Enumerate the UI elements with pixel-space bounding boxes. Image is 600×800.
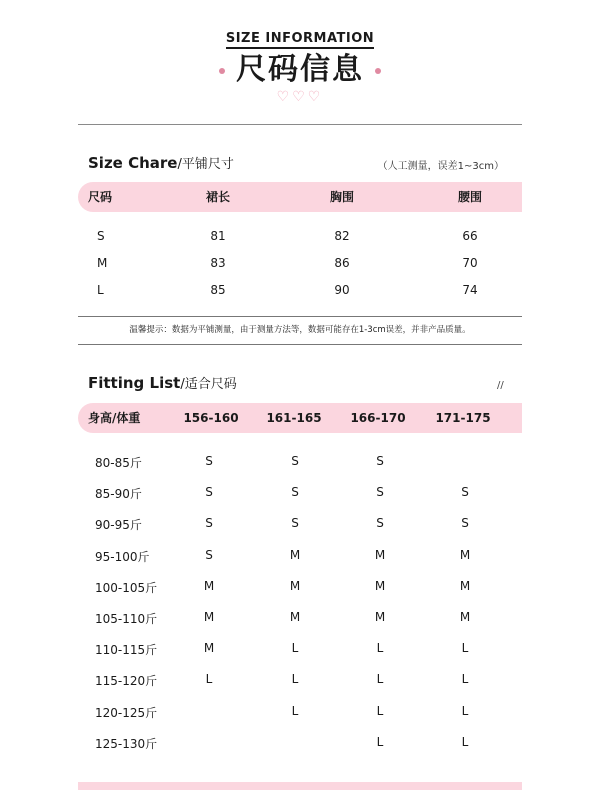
fitting-list-cell: 120-125斤 xyxy=(95,705,158,720)
fitting-list-cell: S xyxy=(205,454,213,468)
fitting-list-cell: M xyxy=(289,610,301,624)
fitting-list-cell: M xyxy=(374,578,386,593)
size-chart-cell: 85 xyxy=(210,283,226,297)
fitting-list-cell: 125-130斤 xyxy=(95,736,158,751)
fitting-list-cell: 95-100斤 xyxy=(95,549,150,564)
dot-icon xyxy=(375,68,381,74)
header-title-zh: 尺码信息 xyxy=(236,52,364,87)
fitting-list-cell: M xyxy=(203,641,215,656)
fitting-list-cell: S xyxy=(291,454,299,468)
fitting-list-cell: L xyxy=(461,703,469,718)
fitting-list-column-header: 166-170 xyxy=(350,411,406,425)
size-chart-cell: 82 xyxy=(334,229,350,243)
fitting-list-cell: L xyxy=(291,641,299,656)
fitting-list-cell: L xyxy=(376,672,384,687)
size-chart-column-header: 腰围 xyxy=(457,190,483,204)
fitting-list-cell: L xyxy=(461,641,469,656)
size-chart-column-header: 裙长 xyxy=(205,190,231,204)
fitting-list-cell: 115-120斤 xyxy=(95,674,158,689)
size-chart-cell: 81 xyxy=(210,229,226,243)
fitting-list-column-header: 身高/体重 xyxy=(88,411,141,425)
fitting-list-cell: L xyxy=(291,703,299,718)
fitting-list-cell: M xyxy=(374,610,386,624)
size-chart-cell: 70 xyxy=(462,256,478,270)
header-title-en: SIZE INFORMATION xyxy=(0,31,600,46)
size-chart-cell: M xyxy=(97,256,108,270)
size-chart-header-bar xyxy=(78,182,522,212)
size-chart-cell: 86 xyxy=(334,256,350,270)
bottom-bar xyxy=(78,782,522,790)
fitting-list-cell: L xyxy=(376,703,384,718)
fitting-list-cell: 80-85斤 xyxy=(95,456,142,470)
fitting-list-cell: S xyxy=(376,454,384,468)
size-chart-cell: L xyxy=(97,283,104,297)
fitting-list-cell: M xyxy=(459,547,471,562)
measurement-note: （人工测量，误差1~3cm） xyxy=(377,161,504,172)
fitting-list-cell: L xyxy=(461,672,469,687)
fitting-list-cell: S xyxy=(461,485,469,500)
fitting-list-cell: 100-105斤 xyxy=(95,580,158,595)
fitting-list-cell: S xyxy=(205,516,213,531)
size-chart-title: Size Chare/平铺尺寸 xyxy=(88,154,234,172)
fitting-list-cell: S xyxy=(376,485,384,500)
fitting-list-cell: S xyxy=(205,485,213,500)
fitting-list-cell: L xyxy=(291,672,299,687)
size-chart-cell: 74 xyxy=(462,283,478,297)
divider xyxy=(78,124,522,125)
fitting-list-cell: 105-110斤 xyxy=(95,612,158,626)
size-chart-column-header: 胸围 xyxy=(329,190,355,204)
hearts-icon: ♡♡♡ xyxy=(276,89,324,105)
size-chart-cell: 83 xyxy=(210,256,226,270)
tip-text: 温馨提示：数据为平铺测量，由于测量方法等，数据可能存在1-3cm误差，并非产品质量。 xyxy=(78,316,522,345)
fitting-list-cell: 110-115斤 xyxy=(95,643,158,658)
fitting-list-column-header: 161-165 xyxy=(266,411,322,425)
fitting-list-cell: S xyxy=(376,516,384,531)
size-chart-cell: S xyxy=(97,229,105,243)
size-chart-cell: 66 xyxy=(462,229,478,243)
fitting-list-cell: M xyxy=(289,578,301,593)
fitting-list-cell: M xyxy=(374,547,386,562)
fitting-list-cell: L xyxy=(376,641,384,656)
fitting-list-cell: L xyxy=(376,734,384,749)
size-chart-column-header: 尺码 xyxy=(88,190,113,204)
fitting-list-column-header: 156-160 xyxy=(183,411,239,425)
fitting-list-title: Fitting List/适合尺码 xyxy=(88,374,237,392)
fitting-list-cell: M xyxy=(203,578,215,593)
fitting-list-cell: S xyxy=(291,516,299,531)
fitting-list-cell: S xyxy=(461,516,469,531)
fitting-list-cell: M xyxy=(459,578,471,593)
fitting-list-cell: L xyxy=(205,672,213,687)
fitting-list-cell: S xyxy=(205,547,213,562)
size-chart-cell: 90 xyxy=(334,283,350,297)
fitting-list-cell: M xyxy=(289,547,301,562)
fitting-list-cell: S xyxy=(291,485,299,500)
fitting-list-cell: 85-90斤 xyxy=(95,487,142,502)
decorative-slash: // xyxy=(497,380,504,391)
fitting-list-cell: M xyxy=(203,610,215,624)
fitting-list-cell: 90-95斤 xyxy=(95,518,142,533)
fitting-list-cell: L xyxy=(461,734,469,749)
fitting-list-column-header: 171-175 xyxy=(435,411,491,425)
fitting-list-cell: M xyxy=(459,610,471,624)
